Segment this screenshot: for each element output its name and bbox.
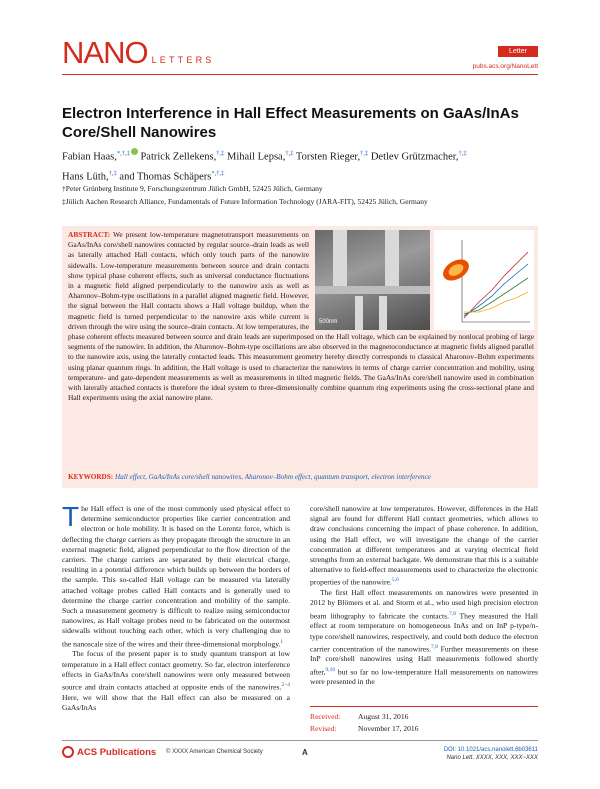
keywords-list[interactable]: Hall effect, GaAs/InAs core/shell nanowires, Aharonov–Bohm effect, quantum transport, electron interference: [114, 473, 431, 481]
dropcap: T: [62, 501, 80, 532]
article-type-badge: Letter: [498, 46, 538, 57]
article-dates: [310, 706, 538, 735]
author-affiliation-marks: *,†,‡: [116, 150, 130, 157]
received-label: Received:: [310, 712, 341, 721]
received-date: August 31, 2016: [358, 712, 409, 721]
author-name[interactable]: Patrick Zellekens,: [140, 151, 217, 163]
copyright-notice: © XXXX American Chemical Society: [166, 749, 263, 755]
page-number: A: [302, 748, 308, 757]
journal-url-link[interactable]: pubs.acs.org/NanoLett: [472, 63, 538, 70]
author-affiliation-marks: *,†,‡: [211, 169, 225, 177]
keywords-line: [68, 472, 534, 482]
author-affiliation-marks: †,‡: [108, 169, 117, 177]
paragraph-text: Here, we will show that the Hall effect can also be measured on a GaAs/InAs: [62, 692, 290, 712]
citation-link[interactable]: 9,10: [325, 666, 336, 673]
abstract-text: [68, 230, 534, 403]
paragraph-text: core/shell nanowire at low temperatures. However, differences in the Hall signal are found for different Hall contact geometries, which allows to draw conclusions concerning the impact of phase coherence. In addition, using the Hall effect, we will investigate the change of the carrier concentration at different temperatures and at varying electrical field strengths from an external backgate. We demonstrate that this is a suitable alternative to field-effect measurements used to characterize the electronic properties of the nanowire.: [310, 504, 538, 587]
acs-logo-icon: [62, 746, 74, 758]
header-divider: [62, 74, 538, 75]
author-affiliation-marks: †,‡: [285, 150, 294, 157]
paragraph: [310, 588, 538, 687]
revised-label: Revised:: [310, 724, 337, 733]
citation-link[interactable]: 7,8: [430, 643, 438, 650]
doi-link[interactable]: DOI: 10.1021/acs.nanolett.6b03611: [443, 747, 538, 753]
body-column-right: [310, 504, 538, 688]
paragraph: [62, 649, 290, 713]
page-footer: [62, 746, 538, 766]
citation-link[interactable]: 1: [280, 638, 284, 645]
doi-block: [444, 746, 538, 762]
author-name[interactable]: Fabian Haas,: [62, 151, 117, 163]
author-list: [62, 146, 542, 185]
toc-graphic-plot: [434, 230, 534, 330]
keywords-heading: KEYWORDS:: [68, 473, 114, 481]
paragraph: [310, 504, 538, 588]
received-date-row: [310, 711, 538, 723]
body-column-left: [62, 501, 290, 713]
author-name[interactable]: Detlev Grützmacher,: [370, 151, 459, 163]
acs-publications-logo[interactable]: [62, 746, 156, 758]
paragraph-text: but so far no low-temperature Hall measurements on nanowires were presented in the: [310, 667, 538, 687]
revised-date: November 17, 2016: [358, 724, 419, 733]
abstract-box: [62, 226, 538, 488]
toc-graphic-sem: [315, 230, 430, 330]
abstract-heading: ABSTRACT:: [68, 230, 111, 239]
paragraph-text: The first Hall effect measurements on nanowires were presented in 2012 by Blömers et al. and Storm et al., who used high precision electron beam lithography to fabricate the contacts.: [310, 588, 538, 621]
author-affiliation-marks: †,‡: [360, 150, 369, 157]
author-name[interactable]: Hans Lüth,: [62, 171, 109, 182]
affiliation-2: ‡Jülich Aachen Research Alliance, Fundamentals of Future Information Technology (JARA-FIT), 52425 Jülich, Germany: [62, 197, 428, 206]
journal-logo: [62, 35, 215, 70]
author-affiliation-marks: †,‡: [216, 150, 225, 157]
paragraph: [62, 501, 290, 649]
journal-citation: Nano Lett. XXXX, XXX, XXX−XXX: [446, 755, 538, 761]
orcid-icon[interactable]: [131, 148, 138, 155]
author-name[interactable]: Torsten Rieger,: [295, 151, 361, 163]
paragraph-text: The focus of the present paper is to study quantum transport at low temperature in a Hall effect contact geometry. So far, electron interference effects in GaAs/InAs core/shell nanowires were only measured between source and drain contacts attached at opposite ends of the nanowires.: [62, 649, 290, 692]
toc-plot-image: [434, 230, 534, 330]
footer-divider: [62, 740, 538, 741]
citation-link[interactable]: 2−4: [281, 681, 290, 688]
acs-logo-text: ACS Publications: [77, 746, 157, 758]
citation-link[interactable]: 5,6: [391, 577, 399, 584]
author-name[interactable]: Mihail Lepsa,: [227, 151, 286, 163]
paragraph-text: he Hall effect is one of the most commonly used physical effect to determine semiconductor properties like carrier concentration and electron or hole mobility. It is based on the Lorentz force, which is deflecting the charge carriers as they propagate through the structure in an external magnetic field, aligned perpendicular to the flow direction of the carriers. The charge carriers are separated by their electrical charge, resulting in a potential difference which builds up between the borders of the sample. This so-called Hall voltage can be measured via laterally attached voltage probes called Hall contacts and is generally used to determine the charge carrier concentration and mobility of the sample. Such a measurement geometry is difficult to realize using semiconductor nanowires, as Hall voltage probes need to be fabricated on the outermost sidewalls without touching each other, which is very challenging due to the nanoscale size of the wires and their three-dimensional morphology.: [62, 504, 290, 649]
revised-date-row: [310, 723, 538, 735]
logo-letters: LETTERS: [151, 55, 215, 65]
paragraph-text: Further measurements on these InP core/shell nanowires using Hall measurements followed shortly after,: [310, 644, 538, 677]
author-affiliation-marks: †,‡: [458, 150, 467, 157]
paragraph-text: They measured the Hall effect at room temperature on homogeneous InAs and on InP p-type/n-type core/shell nanowires, respectively, and could both deduce the electron carrier concentration of the nanowires.: [310, 611, 539, 654]
abstract-body: We present low-temperature magnetotransport measurements on GaAs/InAs core/shell nanowires contacted by regular source–drain leads as well as laterally attached Hall contacts, which only touch parts of the nanowire sidewalls. Low-temperature measurements between source and drain contacts show typical phase coherent effects, such as universal conductance fluctuations in a magnetic field aligned perpendicularly to the nanowire axis as well as Aharonov–Bohm-type oscillations in a parallel aligned magnetic field. However, the signal between the Hall contacts shows a Hall voltage buildup, when the magnetic field is turned perpendicular to the nanowire axis while current is driven through the wire using the source–drain contacts. At low temperatures, the phase coherent effects measured between source and drain leads are superimposed on the Hall voltage, which can be explained by nonlocal probing of large segments of the nanowire. In addition, the Aharonov–Bohm-type oscillations are also observed in the magnetoconductance at magnetic fields aligned parallel to the nanowire axis, using the laterally contacted leads. This measurement geometry hereby directly corresponds to classical Aharonov–Bohm experiments using planar quantum rings. In addition, the Hall voltage is used to characterize the nanowires in terms of charge carrier concentration and mobility, using temperature- and gate-dependent measurements as well as measurements in tilted magnetic fields. The GaAs/InAs core/shell nanowire used in combination with laterally attached contacts is therefore the ideal system to three-dimensionally combine quantum ring experiments using the cross-sectional plane and Hall experiments using the axial nanowire plane.: [68, 230, 534, 403]
author-name[interactable]: and Thomas Schäpers: [119, 171, 212, 182]
affiliation-1: †Peter Grünberg Institute 9, Forschungszentrum Jülich GmbH, 52425 Jülich, Germany: [62, 184, 323, 193]
citation-link[interactable]: 7,8: [449, 610, 456, 617]
scale-bar-label: 500nm: [319, 318, 338, 325]
article-title: Electron Interference in Hall Effect Measurements on GaAs/InAs Core/Shell Nanowires: [62, 105, 519, 141]
logo-nano: NANO: [62, 35, 148, 70]
